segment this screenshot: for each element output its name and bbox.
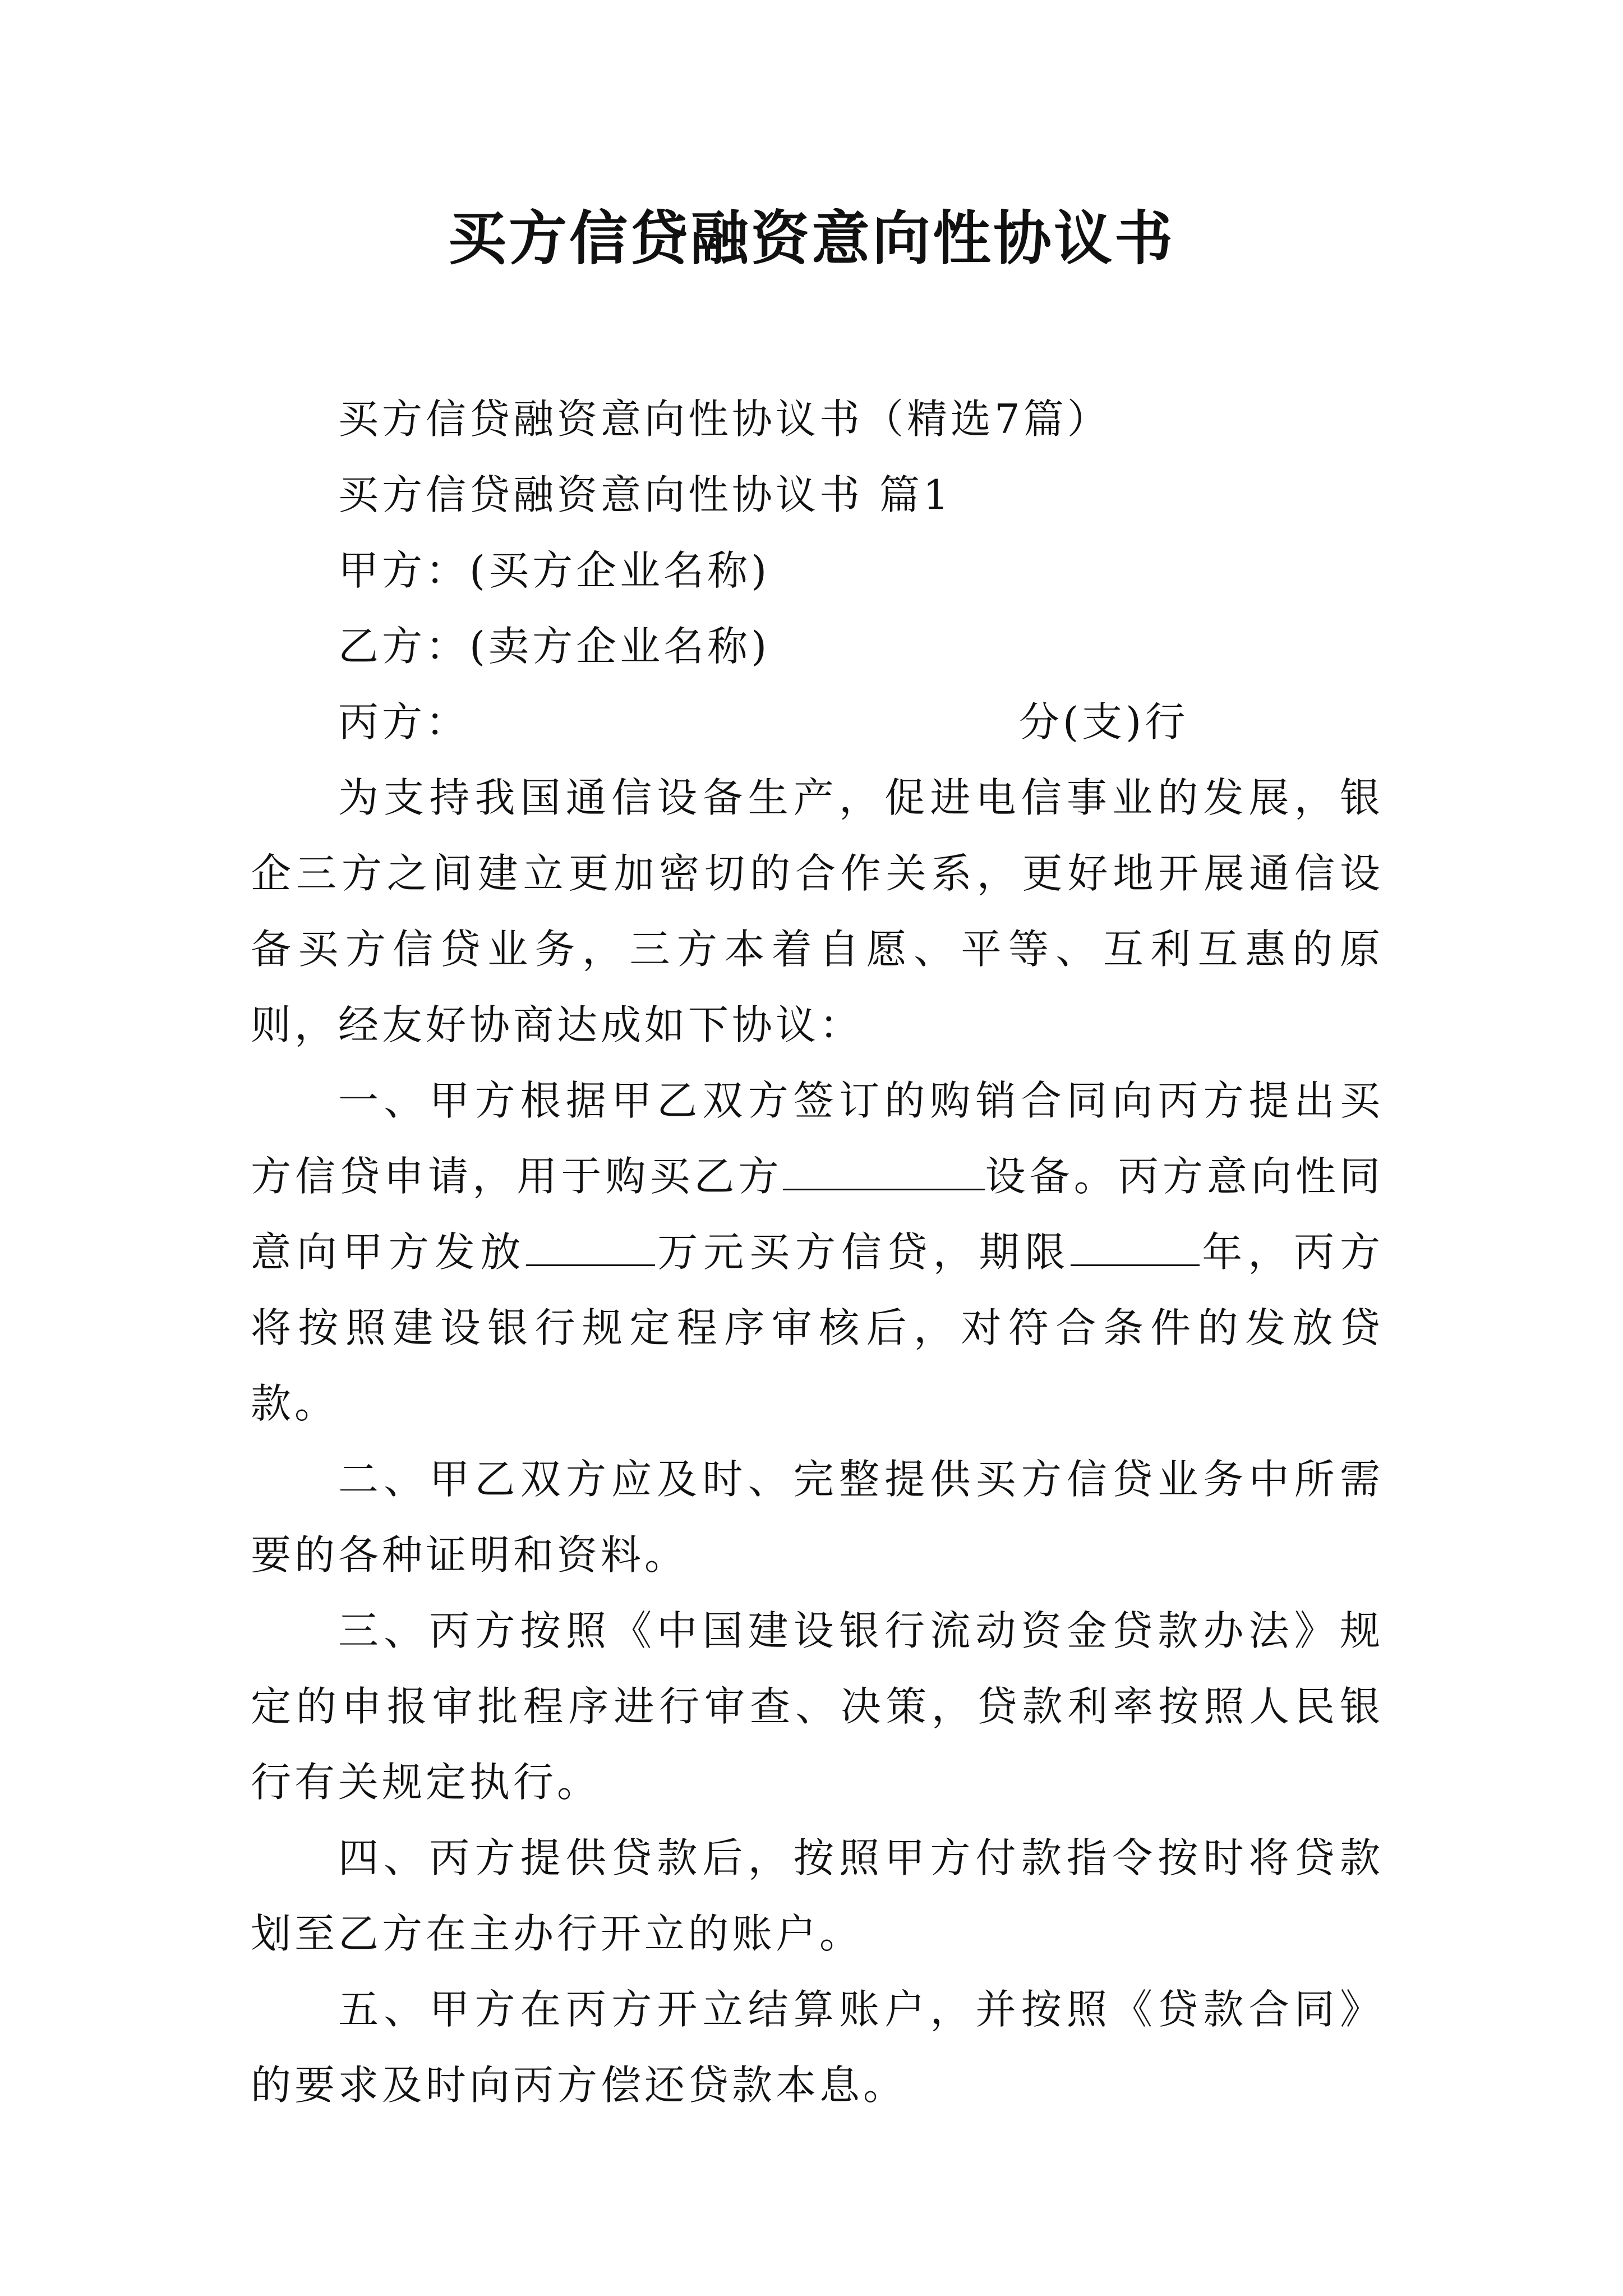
intro-paragraph: 为支持我国通信设备生产，促进电信事业的发展，银企三方之间建立更加密切的合作关系，更好地开展通信设备买方信贷业务，三方本着自愿、平等、互利互惠的原则，经友好协商达成如下协议： xyxy=(251,774,1384,1048)
party-b: 乙方：(卖方企业名称) xyxy=(338,623,771,670)
document-body xyxy=(251,381,1384,2123)
party-c-label: 丙方： xyxy=(338,698,470,746)
clause-2: 二、甲乙双方应及时、完整提供买方信贷业务中所需要的各种证明和资料。 xyxy=(251,1456,1384,1579)
term-blank xyxy=(1071,1230,1200,1266)
document-title: 买方信贷融资意向性协议书 xyxy=(448,204,1175,273)
clause-4: 四、丙方提供贷款后，按照甲方付款指令按时将贷款划至乙方在主办行开立的账户。 xyxy=(251,1834,1384,1957)
section-heading: 买方信贷融资意向性协议书 篇1 xyxy=(338,471,952,518)
party-c xyxy=(251,684,1384,760)
party-c-branch: 分(支)行 xyxy=(1019,698,1189,746)
clause-1 xyxy=(251,1063,1384,1442)
amount-blank xyxy=(526,1230,655,1266)
document-subtitle: 买方信贷融资意向性协议书（精选7篇） xyxy=(338,395,1111,443)
clause-3: 三、丙方按照《中国建设银行流动资金贷款办法》规定的申报审批程序进行审查、决策，贷款利率按照人民银行有关规定执行。 xyxy=(251,1607,1384,1806)
clause-1-text-b: 设备。丙方意向性同意向甲方发放 xyxy=(251,1153,1384,1276)
equipment-blank xyxy=(783,1154,985,1190)
clause-5: 五、甲方在丙方开立结算账户，并按照《贷款合同》的要求及时向丙方偿还贷款本息。 xyxy=(251,1986,1384,2109)
clause-1-text-c: 万元买方信贷，期限 xyxy=(655,1228,1071,1276)
clause-1-text-d: 年，丙方将按照建设银行规定程序审核后，对符合条件的发放贷款。 xyxy=(251,1228,1384,1427)
party-a: 甲方：(买方企业名称) xyxy=(338,547,771,594)
clause-1-text-a: 一、甲方根据甲乙双方签订的购销合同向丙方提出买方信贷申请，用于购买乙方 xyxy=(251,1077,1384,1200)
